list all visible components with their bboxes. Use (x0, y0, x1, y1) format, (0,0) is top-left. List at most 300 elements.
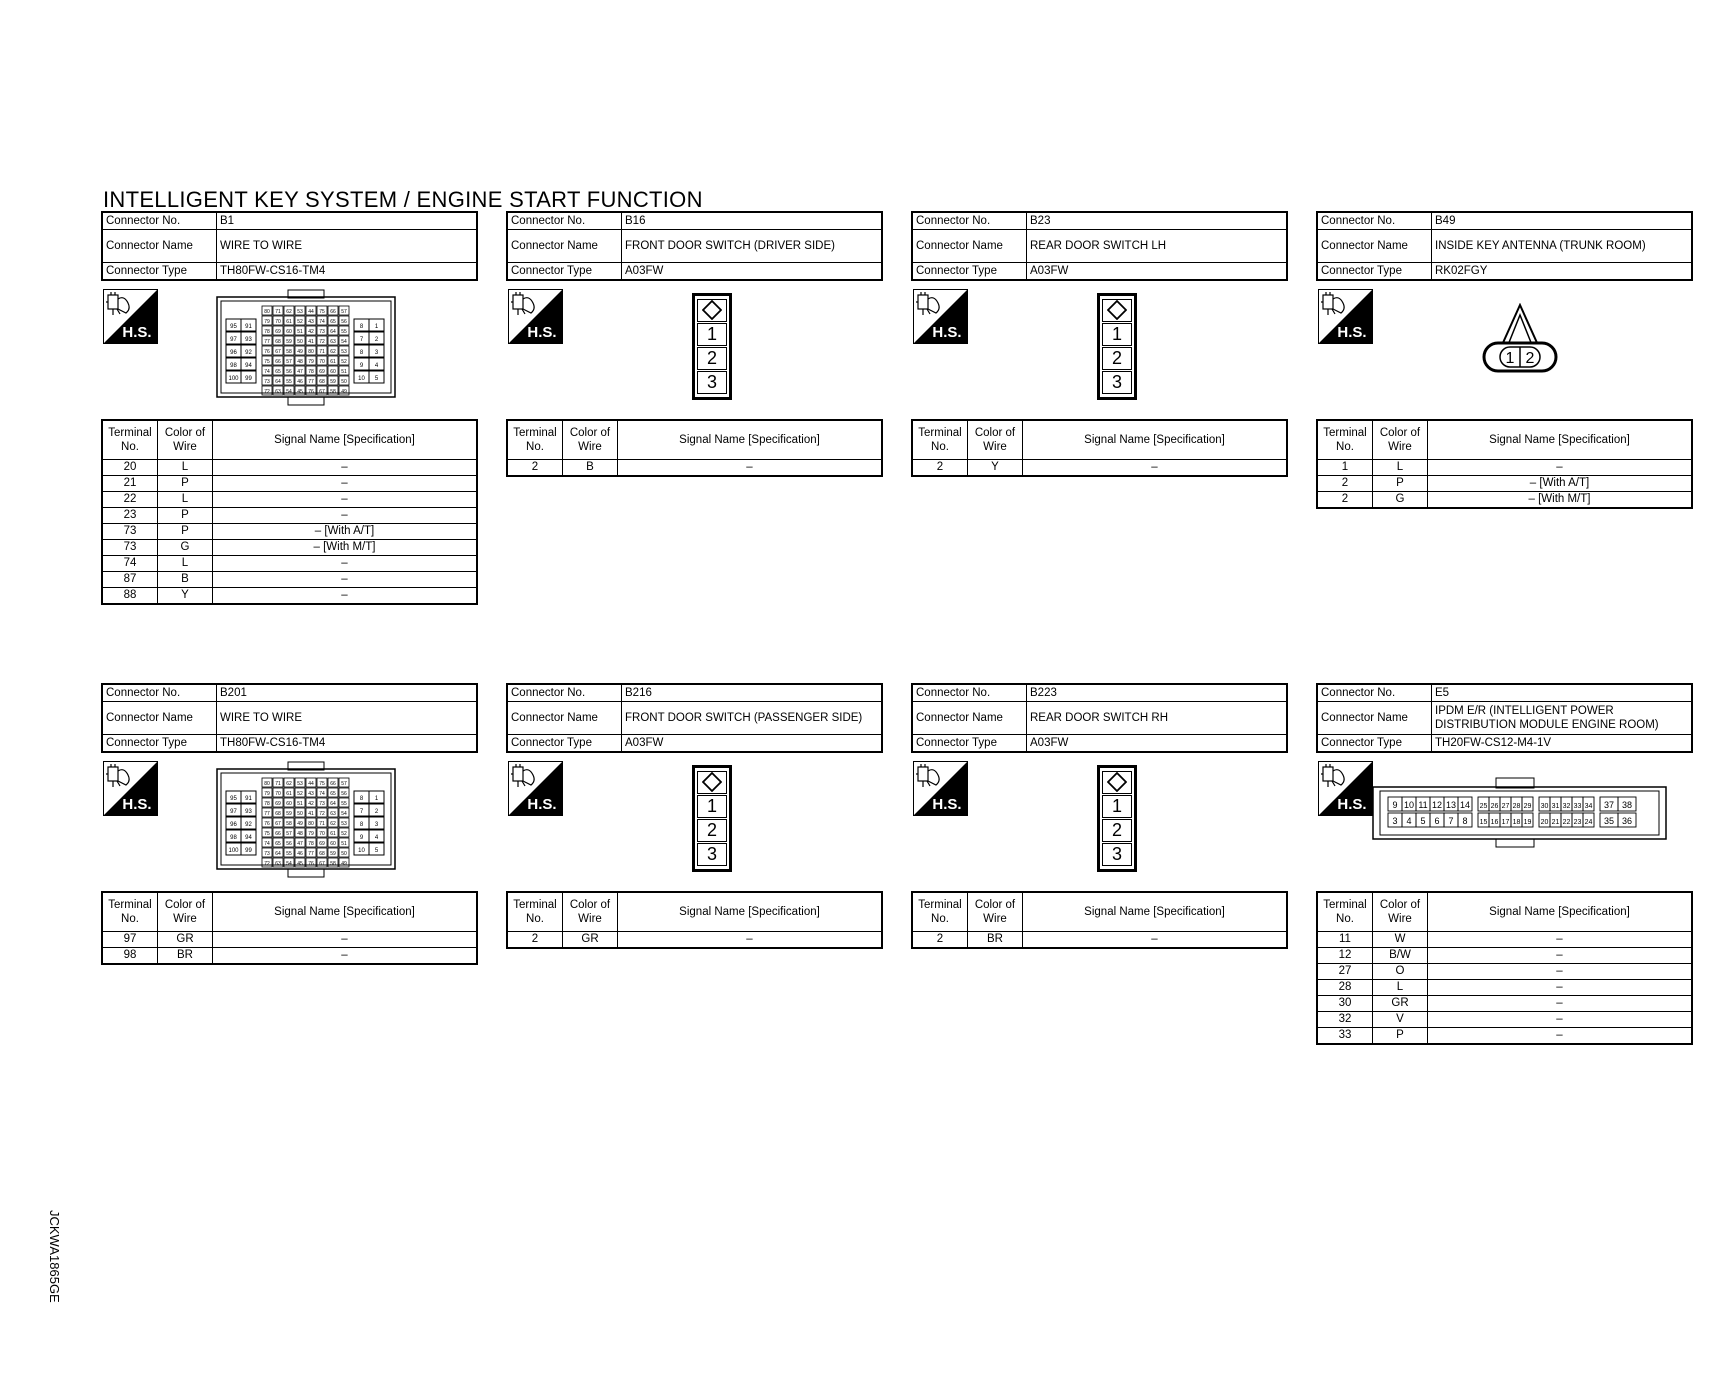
svg-text:77: 77 (264, 339, 270, 345)
svg-text:78: 78 (264, 329, 270, 335)
color-header: Color of Wire (968, 892, 1023, 932)
svg-text:9: 9 (359, 835, 364, 841)
svg-text:66: 66 (275, 831, 281, 837)
svg-text:92: 92 (245, 822, 252, 828)
terminal-no: 33 (1317, 1028, 1373, 1045)
harness-side-icon (508, 289, 563, 344)
svg-text:10: 10 (358, 376, 365, 382)
signal-name: – (618, 932, 883, 949)
svg-text:48: 48 (297, 359, 303, 365)
svg-text:77: 77 (308, 379, 314, 385)
connector-diagram-area (1316, 281, 1693, 419)
svg-text:42: 42 (308, 801, 314, 807)
signal-name: – (213, 932, 478, 948)
terminal-header: Terminal No. (1317, 420, 1373, 460)
wire-color: P (158, 524, 213, 540)
svg-text:3: 3 (374, 350, 379, 356)
conn-type-value: TH80FW-CS16-TM4 (217, 735, 478, 753)
table-row (102, 948, 477, 965)
connector-card-b16 (506, 211, 883, 477)
svg-text:21: 21 (1551, 819, 1560, 826)
svg-text:97: 97 (230, 337, 237, 343)
terminal-no: 22 (102, 492, 158, 508)
signal-header: Signal Name [Specification] (1023, 892, 1288, 932)
svg-text:73: 73 (264, 851, 270, 857)
svg-text:32: 32 (1562, 803, 1571, 810)
conn-name-label: Connector Name (1317, 230, 1432, 263)
svg-text:11: 11 (1418, 800, 1428, 810)
hs-label: H.S. (527, 324, 557, 341)
svg-text:57: 57 (286, 359, 292, 365)
svg-text:56: 56 (286, 841, 292, 847)
terminal-no: 23 (102, 508, 158, 524)
conn-no-label: Connector No. (1317, 212, 1432, 230)
svg-text:52: 52 (341, 359, 347, 365)
svg-text:59: 59 (330, 851, 336, 857)
svg-text:50: 50 (297, 339, 303, 345)
signal-name: – (213, 556, 478, 572)
signal-name: – (1428, 460, 1693, 476)
svg-text:55: 55 (286, 379, 292, 385)
svg-text:50: 50 (297, 811, 303, 817)
svg-text:53: 53 (297, 781, 303, 787)
svg-text:72: 72 (319, 811, 325, 817)
svg-text:45: 45 (297, 861, 303, 867)
svg-text:44: 44 (308, 781, 314, 787)
svg-text:31: 31 (1551, 803, 1560, 810)
key-cell (697, 299, 727, 322)
svg-text:12: 12 (1431, 800, 1443, 810)
svg-text:78: 78 (308, 841, 314, 847)
svg-text:58: 58 (286, 821, 292, 827)
pin-cell: 2 (1102, 347, 1132, 370)
wire-color: L (158, 492, 213, 508)
svg-text:52: 52 (341, 831, 347, 837)
wire-color: GR (1373, 996, 1428, 1012)
connector-diagram-area (506, 281, 883, 419)
svg-text:5: 5 (1420, 816, 1426, 826)
wire-color: BR (968, 932, 1023, 949)
svg-text:74: 74 (319, 791, 325, 797)
svg-text:94: 94 (245, 835, 252, 841)
wire-color: L (158, 556, 213, 572)
svg-text:59: 59 (330, 379, 336, 385)
svg-text:4: 4 (1406, 816, 1412, 826)
svg-text:38: 38 (1621, 800, 1633, 810)
table-row (102, 540, 477, 556)
svg-text:70: 70 (319, 831, 325, 837)
figure-code: JCKWA1865GE (47, 1210, 62, 1303)
conn-type-value: A03FW (1027, 735, 1288, 753)
harness-side-icon (103, 761, 158, 816)
terminal-header: Terminal No. (507, 420, 563, 460)
svg-text:8: 8 (359, 822, 364, 828)
conn-type-label: Connector Type (507, 263, 622, 281)
svg-text:30: 30 (1540, 803, 1549, 810)
signal-name: – (213, 948, 478, 965)
conn-no-value: B49 (1432, 212, 1693, 230)
svg-text:95: 95 (230, 796, 237, 802)
conn-no-value: B16 (622, 212, 883, 230)
svg-text:54: 54 (286, 389, 292, 395)
page-title: INTELLIGENT KEY SYSTEM / ENGINE START FUNCTION (103, 187, 703, 212)
svg-text:68: 68 (319, 851, 325, 857)
harness-side-icon (103, 289, 158, 344)
wire-color: L (1373, 460, 1428, 476)
svg-text:49: 49 (297, 349, 303, 355)
connector-face-diagram (1097, 765, 1137, 872)
svg-text:54: 54 (341, 811, 347, 817)
conn-name-value: REAR DOOR SWITCH LH (1027, 230, 1288, 263)
svg-text:76: 76 (308, 861, 314, 867)
svg-text:97: 97 (230, 809, 237, 815)
terminal-no: 30 (1317, 996, 1373, 1012)
svg-text:60: 60 (286, 329, 292, 335)
conn-type-value: A03FW (622, 735, 883, 753)
svg-text:17: 17 (1501, 819, 1510, 826)
svg-text:49: 49 (341, 861, 347, 867)
table-row (912, 460, 1287, 477)
color-header: Color of Wire (158, 420, 213, 460)
terminal-header: Terminal No. (102, 892, 158, 932)
pin-cell: 3 (697, 843, 727, 866)
svg-text:53: 53 (341, 821, 347, 827)
terminal-no: 74 (102, 556, 158, 572)
conn-name-value: FRONT DOOR SWITCH (DRIVER SIDE) (622, 230, 883, 263)
svg-text:45: 45 (297, 389, 303, 395)
svg-text:41: 41 (308, 811, 314, 817)
terminal-no: 98 (102, 948, 158, 965)
terminal-no: 97 (102, 932, 158, 948)
svg-text:67: 67 (275, 349, 281, 355)
svg-text:75: 75 (264, 359, 270, 365)
conn-name-value: WIRE TO WIRE (217, 230, 478, 263)
conn-name-value: IPDM E/R (INTELLIGENT POWER DISTRIBUTION MODULE ENGINE ROOM) (1432, 702, 1693, 735)
svg-text:3: 3 (1392, 816, 1398, 826)
terminal-no: 12 (1317, 948, 1373, 964)
wire-color: P (1373, 476, 1428, 492)
svg-text:58: 58 (286, 349, 292, 355)
connector-header (911, 683, 1288, 753)
wire-color: Y (158, 588, 213, 605)
svg-text:62: 62 (286, 781, 292, 787)
svg-text:13: 13 (1445, 800, 1457, 810)
svg-text:80: 80 (264, 309, 270, 315)
connector-card-b223 (911, 683, 1288, 949)
connector-card-b23 (911, 211, 1288, 477)
terminal-no: 2 (1317, 476, 1373, 492)
color-header: Color of Wire (1373, 420, 1428, 460)
svg-text:56: 56 (341, 791, 347, 797)
wire-color: L (1373, 980, 1428, 996)
svg-text:1: 1 (374, 324, 379, 330)
connector-diagram-area (101, 281, 478, 419)
wire-color: P (1373, 1028, 1428, 1045)
signal-name: – (1428, 948, 1693, 964)
hs-label: H.S. (932, 796, 962, 813)
svg-text:9: 9 (1392, 800, 1398, 810)
conn-type-value: A03FW (1027, 263, 1288, 281)
conn-name-label: Connector Name (912, 230, 1027, 263)
terminal-no: 88 (102, 588, 158, 605)
wire-color: B/W (1373, 948, 1428, 964)
signal-name: – (213, 572, 478, 588)
svg-text:2: 2 (374, 809, 379, 815)
svg-text:91: 91 (245, 796, 252, 802)
connector-card-b49 (1316, 211, 1693, 509)
svg-text:34: 34 (1584, 803, 1593, 810)
pin-cell: 2 (697, 347, 727, 370)
svg-text:18: 18 (1512, 819, 1521, 826)
harness-side-icon (913, 289, 968, 344)
svg-text:56: 56 (286, 369, 292, 375)
connector-diagram-area (1316, 753, 1693, 891)
signal-name: – (213, 492, 478, 508)
table-row (102, 556, 477, 572)
svg-text:66: 66 (330, 309, 336, 315)
svg-text:4: 4 (374, 835, 379, 841)
svg-text:96: 96 (230, 822, 237, 828)
table-row (1317, 932, 1692, 948)
wire-color: O (1373, 964, 1428, 980)
conn-no-value: E5 (1432, 684, 1693, 702)
conn-name-label: Connector Name (912, 702, 1027, 735)
table-row (1317, 492, 1692, 509)
terminal-no: 27 (1317, 964, 1373, 980)
svg-text:52: 52 (297, 319, 303, 325)
hs-label: H.S. (932, 324, 962, 341)
svg-text:68: 68 (275, 339, 281, 345)
conn-name-value: FRONT DOOR SWITCH (PASSENGER SIDE) (622, 702, 883, 735)
pin-cell: 1 (697, 323, 727, 346)
key-cell (697, 771, 727, 794)
connector-header (101, 211, 478, 281)
svg-text:96: 96 (230, 350, 237, 356)
svg-text:8: 8 (359, 796, 364, 802)
svg-text:50: 50 (341, 379, 347, 385)
conn-type-label: Connector Type (912, 263, 1027, 281)
svg-text:98: 98 (230, 835, 237, 841)
svg-text:63: 63 (330, 339, 336, 345)
svg-text:62: 62 (330, 821, 336, 827)
svg-text:100: 100 (228, 848, 239, 854)
connector-face-diagram (1372, 777, 1667, 849)
svg-text:71: 71 (319, 349, 325, 355)
conn-no-label: Connector No. (102, 212, 217, 230)
signal-header: Signal Name [Specification] (1023, 420, 1288, 460)
terminal-no: 73 (102, 524, 158, 540)
conn-no-value: B23 (1027, 212, 1288, 230)
pin-cell: 3 (1102, 371, 1132, 394)
conn-name-value: INSIDE KEY ANTENNA (TRUNK ROOM) (1432, 230, 1693, 263)
wire-color: G (158, 540, 213, 556)
conn-type-value: A03FW (622, 263, 883, 281)
svg-text:4: 4 (374, 363, 379, 369)
svg-text:62: 62 (330, 349, 336, 355)
svg-text:72: 72 (264, 389, 270, 395)
terminal-no: 2 (912, 460, 968, 477)
signal-name: – (1023, 932, 1288, 949)
table-row (1317, 1012, 1692, 1028)
svg-text:9: 9 (359, 363, 364, 369)
signal-name: – (618, 460, 883, 477)
svg-text:55: 55 (286, 851, 292, 857)
signal-table (101, 891, 478, 965)
svg-text:76: 76 (308, 389, 314, 395)
terminal-no: 20 (102, 460, 158, 476)
svg-text:64: 64 (275, 851, 281, 857)
svg-text:78: 78 (308, 369, 314, 375)
table-row (1317, 476, 1692, 492)
wire-color: P (158, 476, 213, 492)
svg-text:61: 61 (330, 831, 336, 837)
signal-table (506, 419, 883, 477)
svg-text:64: 64 (330, 329, 336, 335)
conn-type-label: Connector Type (102, 263, 217, 281)
signal-name: – (1428, 932, 1693, 948)
conn-type-label: Connector Type (507, 735, 622, 753)
svg-text:49: 49 (341, 389, 347, 395)
svg-text:74: 74 (264, 841, 270, 847)
svg-text:80: 80 (308, 821, 314, 827)
svg-text:10: 10 (358, 848, 365, 854)
svg-text:57: 57 (341, 781, 347, 787)
conn-name-label: Connector Name (102, 230, 217, 263)
conn-no-label: Connector No. (507, 212, 622, 230)
conn-no-value: B1 (217, 212, 478, 230)
conn-name-label: Connector Name (507, 702, 622, 735)
svg-text:43: 43 (308, 319, 314, 325)
terminal-header: Terminal No. (912, 420, 968, 460)
svg-text:95: 95 (230, 324, 237, 330)
terminal-no: 1 (1317, 460, 1373, 476)
connector-face-diagram (216, 289, 396, 407)
terminal-no: 2 (912, 932, 968, 949)
connector-diagram-area (101, 753, 478, 891)
svg-text:51: 51 (341, 841, 347, 847)
connector-face-diagram (216, 761, 396, 879)
svg-text:59: 59 (286, 811, 292, 817)
conn-name-label: Connector Name (507, 230, 622, 263)
svg-text:94: 94 (245, 363, 252, 369)
conn-no-label: Connector No. (912, 684, 1027, 702)
signal-table (1316, 419, 1693, 509)
terminal-no: 28 (1317, 980, 1373, 996)
svg-text:44: 44 (308, 309, 314, 315)
svg-text:62: 62 (286, 309, 292, 315)
svg-text:65: 65 (330, 319, 336, 325)
svg-text:100: 100 (228, 376, 239, 382)
connector-face-diagram (692, 293, 732, 400)
conn-type-label: Connector Type (912, 735, 1027, 753)
color-header: Color of Wire (1373, 892, 1428, 932)
wire-color: W (1373, 932, 1428, 948)
svg-text:19: 19 (1523, 819, 1532, 826)
svg-text:80: 80 (264, 781, 270, 787)
svg-text:69: 69 (275, 801, 281, 807)
wire-color: Y (968, 460, 1023, 477)
svg-text:92: 92 (245, 350, 252, 356)
table-row (102, 524, 477, 540)
key-cell (1102, 299, 1132, 322)
table-row (102, 588, 477, 605)
wire-color: BR (158, 948, 213, 965)
svg-text:80: 80 (308, 349, 314, 355)
conn-no-value: B223 (1027, 684, 1288, 702)
terminal-no: 73 (102, 540, 158, 556)
signal-name: – (1023, 460, 1288, 477)
terminal-no: 87 (102, 572, 158, 588)
svg-text:60: 60 (286, 801, 292, 807)
svg-text:41: 41 (308, 339, 314, 345)
svg-text:60: 60 (330, 369, 336, 375)
table-row (1317, 948, 1692, 964)
svg-text:57: 57 (341, 309, 347, 315)
svg-text:26: 26 (1490, 803, 1499, 810)
conn-no-label: Connector No. (1317, 684, 1432, 702)
pin-cell: 2 (1102, 819, 1132, 842)
svg-text:5: 5 (374, 376, 379, 382)
svg-text:10: 10 (1403, 800, 1415, 810)
svg-text:93: 93 (245, 337, 252, 343)
svg-text:53: 53 (341, 349, 347, 355)
svg-text:73: 73 (319, 329, 325, 335)
svg-text:5: 5 (374, 848, 379, 854)
svg-text:6: 6 (1434, 816, 1440, 826)
conn-type-label: Connector Type (1317, 263, 1432, 281)
svg-text:72: 72 (319, 339, 325, 345)
svg-text:79: 79 (264, 319, 270, 325)
harness-side-icon (913, 761, 968, 816)
conn-name-value: REAR DOOR SWITCH RH (1027, 702, 1288, 735)
signal-table (1316, 891, 1693, 1045)
wire-color: B (563, 460, 618, 477)
hs-label: H.S. (122, 324, 152, 341)
svg-text:65: 65 (330, 791, 336, 797)
svg-text:67: 67 (319, 861, 325, 867)
svg-text:54: 54 (341, 339, 347, 345)
svg-text:68: 68 (319, 379, 325, 385)
svg-text:58: 58 (330, 389, 336, 395)
connector-face-diagram (1480, 303, 1560, 375)
svg-text:69: 69 (275, 329, 281, 335)
svg-text:67: 67 (275, 821, 281, 827)
conn-no-label: Connector No. (507, 684, 622, 702)
conn-type-value: TH80FW-CS16-TM4 (217, 263, 478, 281)
svg-text:15: 15 (1479, 819, 1488, 826)
terminal-no: 11 (1317, 932, 1373, 948)
table-row (1317, 996, 1692, 1012)
svg-text:28: 28 (1512, 803, 1521, 810)
svg-text:51: 51 (297, 801, 303, 807)
svg-text:73: 73 (264, 379, 270, 385)
pin-cell: 3 (697, 371, 727, 394)
svg-text:1: 1 (374, 796, 379, 802)
connector-header (101, 683, 478, 753)
harness-side-icon (1318, 289, 1373, 344)
svg-text:43: 43 (308, 791, 314, 797)
svg-text:75: 75 (319, 781, 325, 787)
svg-text:20: 20 (1540, 819, 1549, 826)
svg-text:93: 93 (245, 809, 252, 815)
svg-text:72: 72 (264, 861, 270, 867)
connector-header (506, 683, 883, 753)
svg-text:77: 77 (308, 851, 314, 857)
signal-name: – [With A/T] (213, 524, 478, 540)
table-row (507, 460, 882, 477)
svg-text:68: 68 (275, 811, 281, 817)
signal-name: – (1428, 964, 1693, 980)
